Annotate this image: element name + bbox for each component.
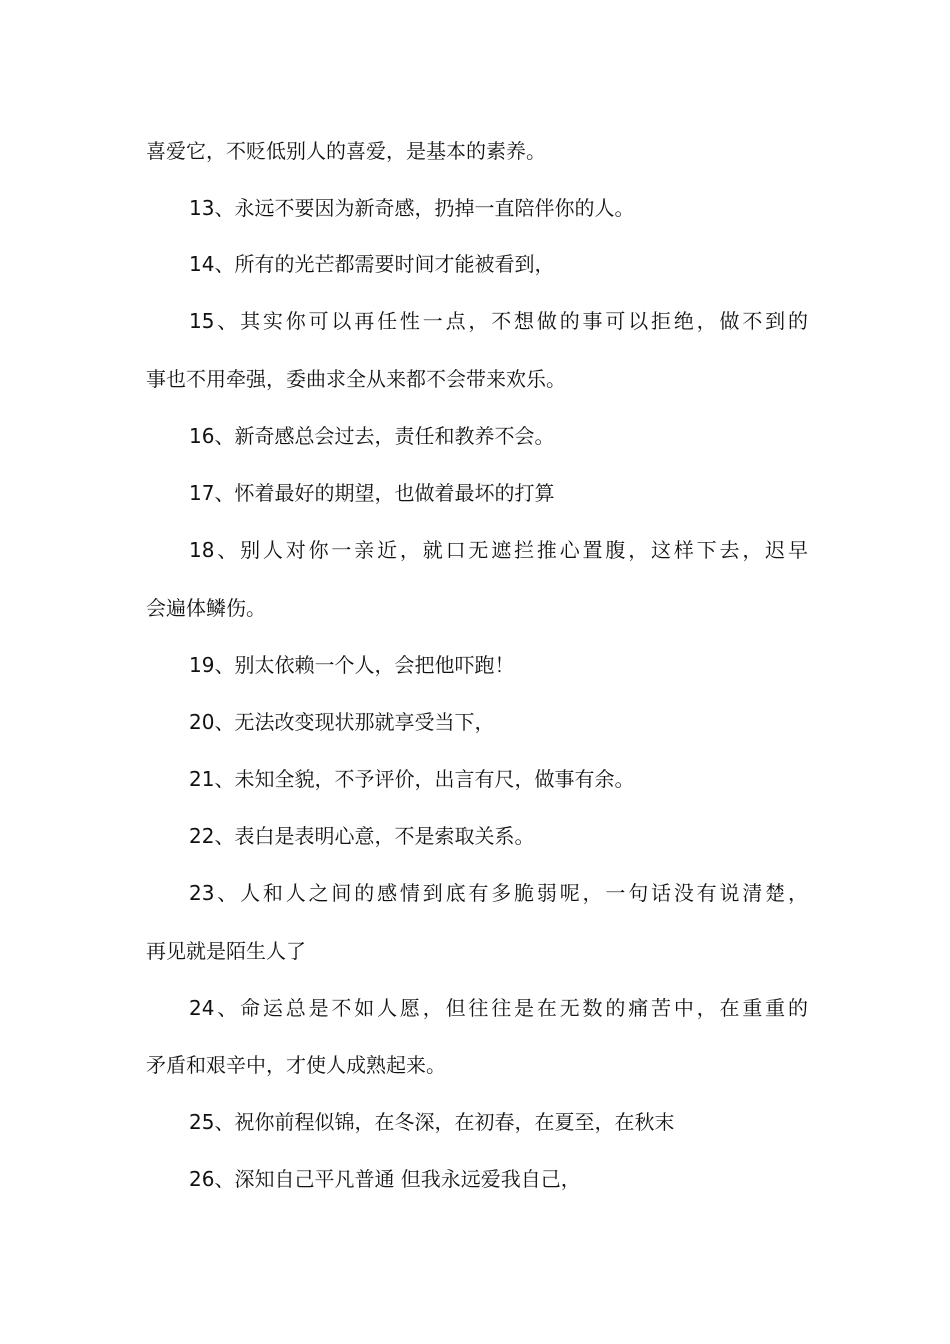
text-line: 矛盾和艰辛中，才使人成熟起来。 [146,1053,446,1077]
text-line: 15、其实你可以再任性一点，不想做的事可以拒绝，做不到的 [189,309,808,333]
text-line: 事也不用牵强，委曲求全从来都不会带来欢乐。 [146,367,566,391]
text-line: 21、未知全貌，不予评价，出言有尺，做事有余。 [189,767,635,791]
text-line: 24、命运总是不如人愿，但往往是在无数的痛苦中，在重重的 [189,996,808,1020]
text-line: 13、永远不要因为新奇感，扔掉一直陪伴你的人。 [189,196,635,220]
text-line: 喜爱它，不贬低别人的喜爱，是基本的素养。 [146,139,546,163]
text-line: 16、新奇感总会过去，责任和教养不会。 [189,424,555,448]
text-line: 再见就是陌生人了 [146,939,306,963]
text-line: 22、表白是表明心意，不是索取关系。 [189,824,535,848]
text-line: 14、所有的光芒都需要时间才能被看到， [189,252,555,276]
text-line: 23、人和人之间的感情到底有多脆弱呢，一句话没有说清楚， [189,881,808,905]
text-line: 19、别太依赖一个人，会把他吓跑！ [189,653,515,677]
text-line: 20、无法改变现状那就享受当下， [189,710,495,734]
text-line: 26、深知自己平凡普通 但我永远爱我自己， [189,1167,581,1191]
text-line: 25、祝你前程似锦，在冬深，在初春，在夏至，在秋末 [189,1110,675,1134]
text-line: 17、怀着最好的期望，也做着最坏的打算 [189,481,555,505]
text-line: 会遍体鳞伤。 [146,596,266,620]
text-line: 18、别人对你一亲近，就口无遮拦推心置腹，这样下去，迟早 [189,538,808,562]
